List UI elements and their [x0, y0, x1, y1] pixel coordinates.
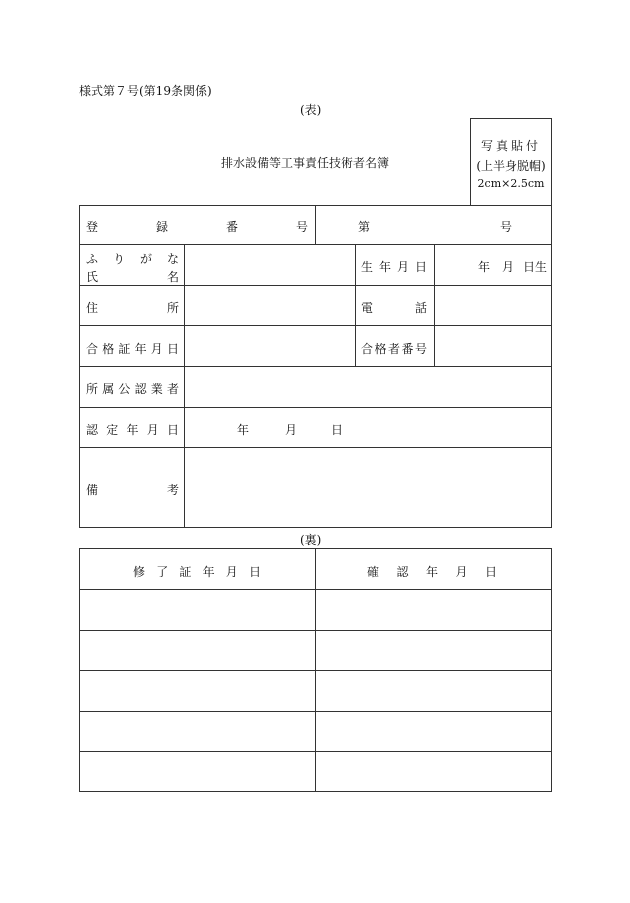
remarks-field[interactable] — [185, 448, 551, 527]
birthdate-char: 月 — [396, 260, 409, 274]
photo-box-line3: 2cm×2.5cm — [477, 177, 545, 190]
cert-date-month-unit: 月 — [285, 423, 298, 437]
affiliation-char: 業 — [150, 382, 163, 396]
address-char: 所 — [166, 301, 179, 315]
address-field[interactable] — [185, 286, 355, 325]
front-side-label: (表) — [300, 103, 322, 117]
back-row-3-confirmation-date[interactable] — [316, 671, 551, 711]
pass-date-char: 日 — [166, 342, 179, 356]
remarks-char: 考 — [166, 483, 179, 497]
back-row-4-completion-date[interactable] — [80, 712, 315, 751]
pass-date-label — [86, 340, 179, 357]
phone-field[interactable] — [435, 286, 551, 325]
birthdate-char: 年 — [378, 260, 391, 274]
furigana-char: が — [139, 252, 152, 266]
cert-date-day-unit: 日 — [331, 423, 344, 437]
col2-header-char: 日 — [484, 565, 497, 579]
registration-value-suffix: 号 — [500, 220, 513, 234]
furigana-char: な — [166, 252, 179, 266]
cert-date-year-unit: 年 — [237, 423, 250, 437]
pass-number-char: 者 — [387, 342, 400, 356]
pass-number-field[interactable] — [435, 326, 551, 366]
phone-char: 話 — [414, 301, 427, 315]
col2-header-char: 月 — [455, 565, 468, 579]
remarks-label — [86, 481, 179, 498]
back-row-5-completion-date[interactable] — [80, 752, 315, 791]
cert-date-label — [86, 421, 179, 438]
col1-header-char: 月 — [225, 565, 238, 579]
back-row-1-completion-date[interactable] — [80, 590, 315, 630]
pass-number-char: 号 — [414, 342, 427, 356]
registration-label-char: 録 — [155, 220, 168, 234]
col2-header-char: 確 — [367, 565, 380, 579]
photo-box-line1: 写真貼付 — [480, 139, 541, 153]
birthdate-char: 日 — [414, 260, 427, 274]
furigana-char: り — [112, 252, 125, 266]
registration-label-char: 番 — [225, 220, 238, 234]
pass-number-char: 合 — [361, 342, 374, 356]
address-label — [86, 299, 179, 316]
birthdate-char: 生 — [361, 260, 374, 274]
back-row-5-confirmation-date[interactable] — [316, 752, 551, 791]
furigana-label — [86, 250, 179, 267]
col1-header-char: 了 — [156, 565, 169, 579]
form-number-header: 様式第７号(第19条関係) — [79, 84, 212, 98]
back-row-1-confirmation-date[interactable] — [316, 590, 551, 630]
col2-header-char: 認 — [396, 565, 409, 579]
name-char: 名 — [166, 270, 179, 284]
furigana-char: ふ — [86, 252, 99, 266]
pass-date-char: 格 — [102, 342, 115, 356]
col1-header-char: 証 — [179, 565, 192, 579]
name-label — [86, 268, 179, 285]
pass-number-label — [361, 340, 427, 357]
pass-date-char: 合 — [86, 342, 99, 356]
cert-date-char: 日 — [166, 423, 179, 437]
pass-date-field[interactable] — [185, 326, 355, 366]
back-row-3-completion-date[interactable] — [80, 671, 315, 711]
registration-value-prefix: 第 — [358, 220, 371, 234]
cert-date-char: 月 — [146, 423, 159, 437]
col1-header-char: 修 — [133, 565, 146, 579]
affiliation-char: 属 — [102, 382, 115, 396]
cert-date-char: 年 — [126, 423, 139, 437]
registration-label-char: 号 — [295, 220, 308, 234]
cert-date-char: 定 — [106, 423, 119, 437]
back-side-label: (裏) — [300, 533, 322, 547]
affiliation-char: 所 — [86, 382, 99, 396]
back-row-4-confirmation-date[interactable] — [316, 712, 551, 751]
back-row-2-confirmation-date[interactable] — [316, 631, 551, 670]
affiliation-char: 公 — [118, 382, 131, 396]
col2-header-char: 年 — [425, 565, 438, 579]
remarks-char: 備 — [86, 483, 99, 497]
pass-number-char: 格 — [374, 342, 387, 356]
birthdate-year-unit: 年 — [478, 260, 491, 274]
pass-date-char: 月 — [150, 342, 163, 356]
col1-header-char: 日 — [248, 565, 261, 579]
form-title: 排水設備等工事責任技術者名簿 — [221, 156, 390, 170]
address-char: 住 — [86, 301, 99, 315]
col1-header-char: 年 — [202, 565, 215, 579]
phone-label — [361, 299, 427, 316]
affiliation-char: 認 — [134, 382, 147, 396]
photo-box-line2: (上半身脱帽) — [476, 159, 546, 173]
registration-label-char: 登 — [86, 220, 99, 234]
photo-box — [470, 118, 552, 205]
phone-char: 電 — [361, 301, 374, 315]
pass-number-char: 番 — [401, 342, 414, 356]
affiliation-label — [86, 380, 179, 397]
back-col1-header — [133, 563, 261, 580]
pass-date-char: 証 — [118, 342, 131, 356]
name-field[interactable] — [185, 245, 355, 285]
pass-date-char: 年 — [134, 342, 147, 356]
birthdate-month-unit: 月 — [502, 260, 515, 274]
registration-label — [86, 218, 308, 235]
name-char: 氏 — [86, 270, 99, 284]
birthdate-label — [361, 258, 427, 275]
birthdate-day-unit: 日生 — [523, 260, 548, 274]
back-col2-header — [367, 563, 497, 580]
cert-date-char: 認 — [86, 423, 99, 437]
affiliation-field[interactable] — [185, 367, 551, 407]
back-row-2-completion-date[interactable] — [80, 631, 315, 670]
affiliation-char: 者 — [166, 382, 179, 396]
